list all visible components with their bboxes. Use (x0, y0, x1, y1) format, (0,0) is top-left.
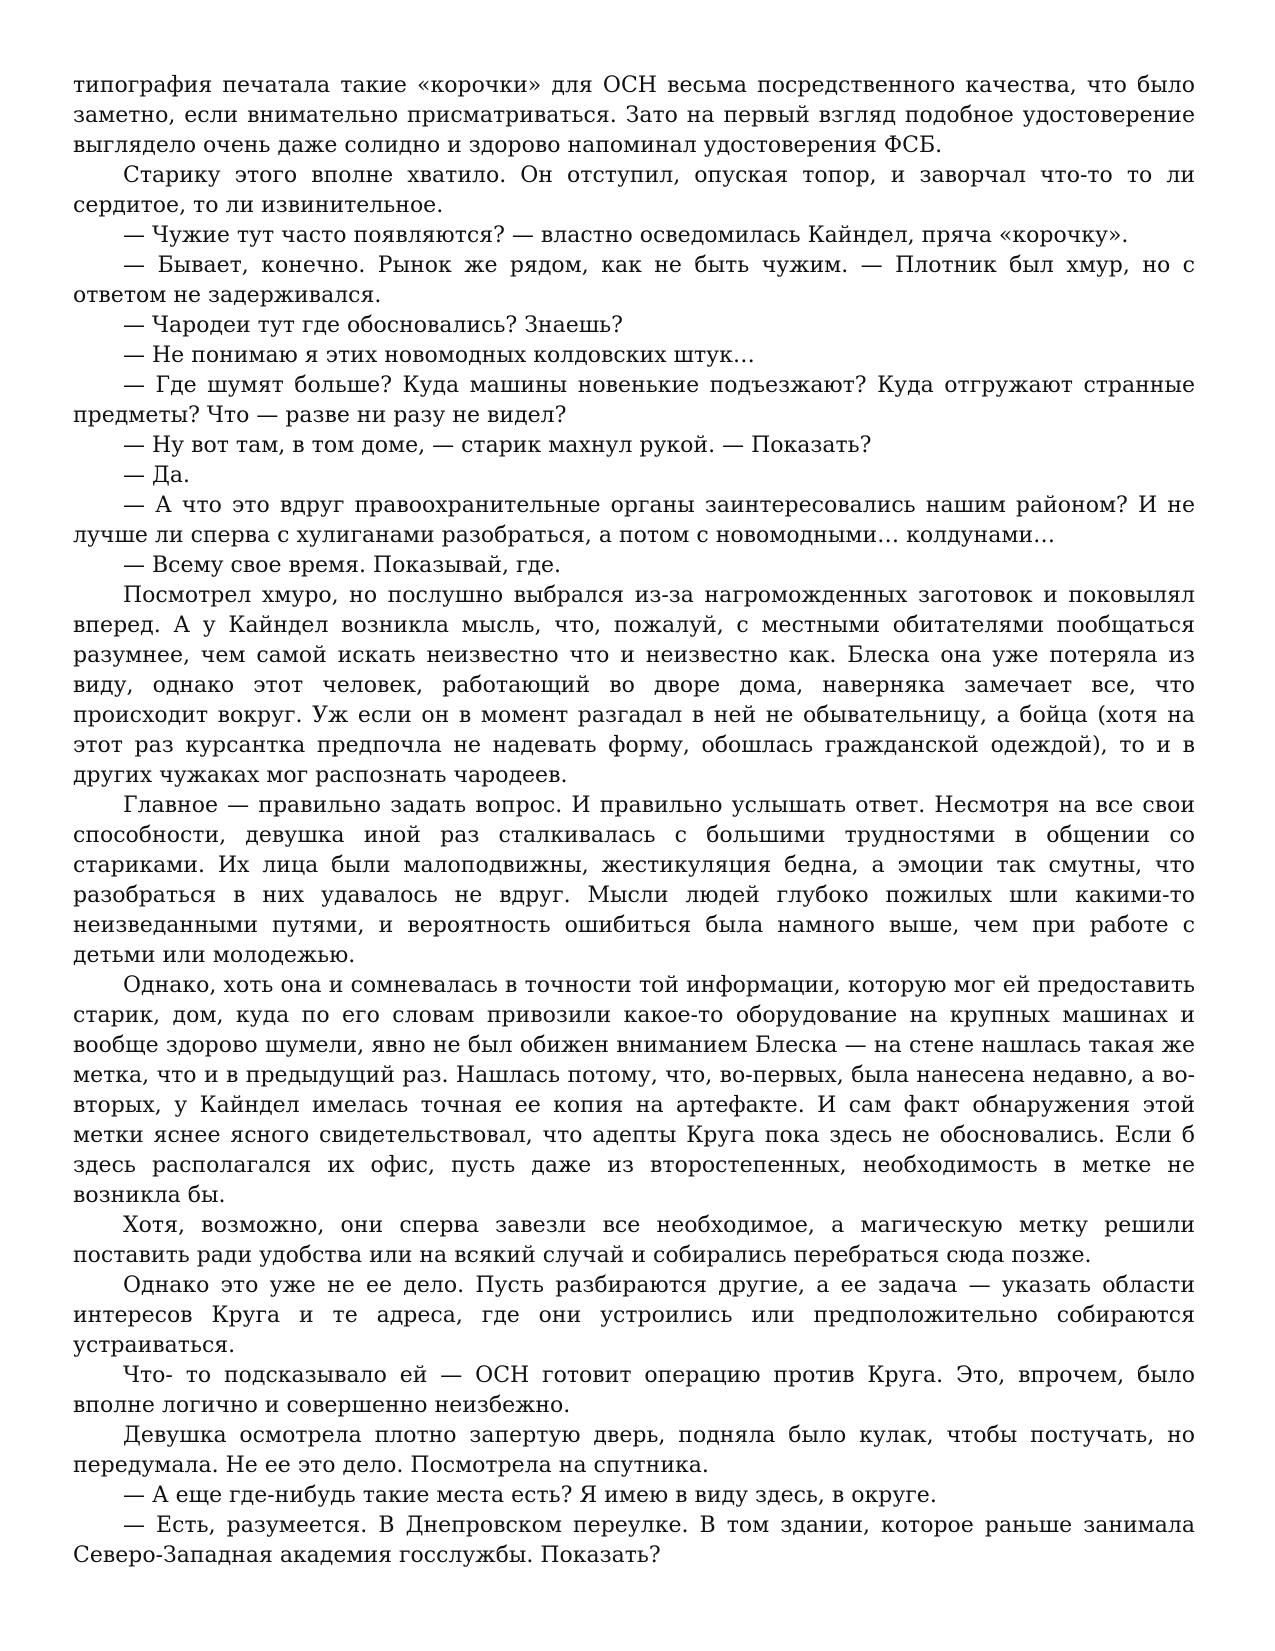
paragraph-2: Старику этого вполне хватило. Он отступил, опуская топор, и заворчал что-то то ли сердитое, то ли извинительное. (73, 163, 1195, 218)
paragraph-16: Однако это уже не ее дело. Пусть разбираются другие, а ее задача — указать области интересов Круга и те адреса, где они устроились или предположительно собираются устраиваться. (73, 1273, 1195, 1358)
paragraph-9: — Да. (123, 463, 190, 488)
paragraph-18: Девушка осмотрела плотно запертую дверь, подняла было кулак, чтобы постучать, но передумала. Не ее это дело. Посмотрела на спутника. (73, 1423, 1195, 1478)
paragraph-20: — Есть, разумеется. В Днепровском переулке. В том здании, которое раньше занимала Северо-Западная академия госслужбы. Показать? (73, 1513, 1195, 1568)
paragraph-8: — Ну вот там, в том доме, — старик махнул рукой. — Показать? (123, 433, 872, 458)
paragraph-5: — Чародеи тут где обосновались? Знаешь? (123, 313, 623, 338)
paragraph-6: — Не понимаю я этих новомодных колдовских штук… (123, 343, 755, 368)
paragraph-10: — А что это вдруг правоохранительные органы заинтересовались нашим районом? И не лучше ли сперва с хулиганами разобраться, а потом с новомодными… колдунами… (73, 493, 1195, 548)
paragraph-1: типография печатала такие «корочки» для ОСН весьма посредственного качества, что было заметно, если внимательно присматриваться. Зато на первый взгляд подобное удостоверение выглядело очень даже солидно и здорово напоминал удостоверения ФСБ. (73, 73, 1195, 158)
paragraph-19: — А еще где-нибудь такие места есть? Я имею в виду здесь, в округе. (123, 1483, 937, 1508)
paragraph-14: Однако, хоть она и сомневалась в точности той информации, которую мог ей предоставить старик, дом, куда по его словам привозили какое-то оборудование на крупных машинах и вообще здорово шумели, явно не был обижен вниманием Блеска — на стене нашлась такая же метка, что и в предыдущий раз. Нашлась потому, что, во-первых, была нанесена недавно, а во-вторых, у Кайндел имелась точная ее копия на артефакте. И сам факт обнаружения этой метки яснее ясного свидетельствовал, что адепты Круга пока здесь не обосновались. Если б здесь располагался их офис, пусть даже из второстепенных, необходимость в метке не возникла бы. (73, 973, 1195, 1208)
paragraph-11: — Всему свое время. Показывай, где. (123, 553, 562, 578)
document-page (73, 71, 1195, 1571)
paragraph-15: Хотя, возможно, они сперва завезли все необходимое, а магическую метку решили поставить ради удобства или на всякий случай и собирались перебраться сюда позже. (73, 1213, 1195, 1268)
paragraph-12: Посмотрел хмуро, но послушно выбрался из-за нагроможденных заготовок и поковылял вперед. А у Кайндел возникла мысль, что, пожалуй, с местными обитателями пообщаться разумнее, чем самой искать неизвестно что и неизвестно как. Блеска она уже потеряла из виду, однако этот человек, работающий во дворе дома, наверняка замечает все, что происходит вокруг. Уж если он в момент разгадал в ней не обывательницу, а бойца (хотя на этот раз курсантка предпочла не надевать форму, обошлась гражданской одеждой), то и в других чужаках мог распознать чародеев. (73, 583, 1195, 788)
paragraph-3: — Чужие тут часто появляются? — властно осведомилась Кайндел, пряча «корочку». (123, 223, 1129, 248)
paragraph-4: — Бывает, конечно. Рынок же рядом, как не быть чужим. — Плотник был хмур, но с ответом не задерживался. (73, 253, 1195, 308)
paragraph-13: Главное — правильно задать вопрос. И правильно услышать ответ. Несмотря на все свои способности, девушка иной раз сталкивалась с большими трудностями в общении со стариками. Их лица были малоподвижны, жестикуляция бедна, а эмоции так смутны, что разобраться в них удавалось не вдруг. Мысли людей глубоко пожилых шли какими-то неизведанными путями, и вероятность ошибиться была намного выше, чем при работе с детьми или молодежью. (73, 793, 1195, 968)
paragraph-7: — Где шумят больше? Куда машины новенькие подъезжают? Куда отгружают странные предметы? Что — разве ни разу не видел? (73, 373, 1195, 428)
paragraph-17: Что- то подсказывало ей — ОСН готовит операцию против Круга. Это, впрочем, было вполне логично и совершенно неизбежно. (73, 1363, 1195, 1418)
